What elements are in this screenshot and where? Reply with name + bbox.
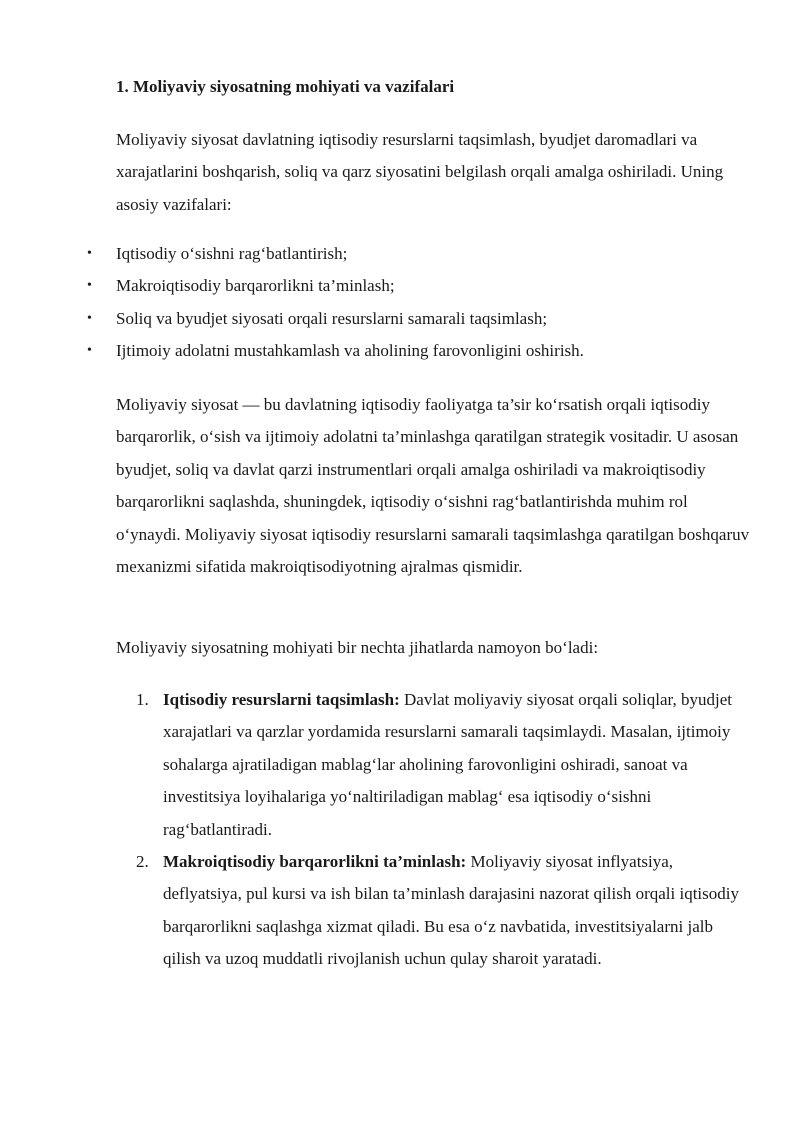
bullet-item — [0, 335, 800, 367]
item-number: 1. — [136, 690, 149, 709]
bullet-item — [0, 303, 800, 335]
item-title: Makroiqtisodiy barqarorlikni ta’minlash: — [163, 852, 467, 872]
item-number: 2. — [136, 852, 149, 872]
bullet-marker: • — [87, 278, 92, 294]
item-text: Davlat moliyaviy siyosat orqali soliqlar, byudjet xarajatlari va qarzlar yordamida resurslarni samarali taqsimlaydi. Masalan, ijtimoiy sohalarga ajratiladigan mablag‘lar aholining farovonligini oshiradi, sanoat va investitsiya loyihalariga yo‘naltiriladigan mablag‘ esa iqtisodiy o‘sishni rag‘batlantiradi. — [163, 690, 732, 839]
bullet-text: Soliq va byudjet siyosati orqali resurslarni samarali taqsimlash; — [116, 308, 548, 328]
bullet-item — [0, 270, 800, 302]
bullet-marker: • — [87, 246, 92, 261]
intro-paragraph: Moliyaviy siyosat davlatning iqtisodiy resurslarni taqsimlash, byudjet daromadlari va xarajatlarini boshqarish, soliq va qarz siyosatini belgilash orqali amalga oshiriladi. Uning asosiy vazifalari: — [116, 130, 724, 214]
essence-numbered-list — [0, 684, 800, 976]
bullet-item — [0, 238, 800, 270]
bullet-text: Iqtisodiy o‘sishni rag‘batlantirish; — [116, 244, 348, 263]
bullet-text: Ijtimoiy adolatni mustahkamlash va aholining farovonligini oshirish. — [116, 341, 584, 361]
section-heading: 1. Moliyaviy siyosatning mohiyati va vazifalari — [116, 77, 455, 96]
item-title: Iqtisodiy resurslarni taqsimlash: — [163, 690, 400, 709]
numbered-item — [0, 846, 743, 976]
bullet-marker: • — [87, 343, 92, 359]
definition-paragraph: Moliyaviy siyosat — bu davlatning iqtisodiy faoliyatga ta’sir ko‘rsatish orqali iqtisodiy barqarorlik, o‘sish va ijtimoiy adolatni ta’minlashga qaratilgan strategik vositadir. U asosan byudjet, soliq va davlat qarzi instrumentlari orqali amalga oshiriladi va makroiqtisodiy barqarorlikni saqlashda, shuningdek, iqtisodiy o‘sishni rag‘batlantirishda muhim rol o‘ynaydi. Moliyaviy siyosat iqtisodiy resurslarni samarali taqsimlashga qaratilgan boshqaruv mexanizmi sifatida makroiqtisodiyotning ajralmas qismidir. — [116, 395, 750, 577]
essence-intro-paragraph: Moliyaviy siyosatning mohiyati bir nechta jihatlarda namoyon bo‘ladi: — [116, 638, 599, 657]
tasks-bullet-list — [0, 238, 800, 368]
item-text: Moliyaviy siyosat inflyatsiya, deflyatsiya, pul kursi va ish bilan ta’minlash darajasini nazorat qilish orqali iqtisodiy barqarorlikni saqlashga xizmat qiladi. Bu esa o‘z navbatida, investitsiyalarni jalb qilish va uzoq muddatli rivojlanish uchun qulay sharoit yaratadi. — [163, 852, 739, 969]
bullet-text: Makroiqtisodiy barqarorlikni ta’minlash; — [116, 276, 395, 296]
bullet-marker: • — [87, 310, 92, 326]
numbered-item — [0, 684, 743, 846]
